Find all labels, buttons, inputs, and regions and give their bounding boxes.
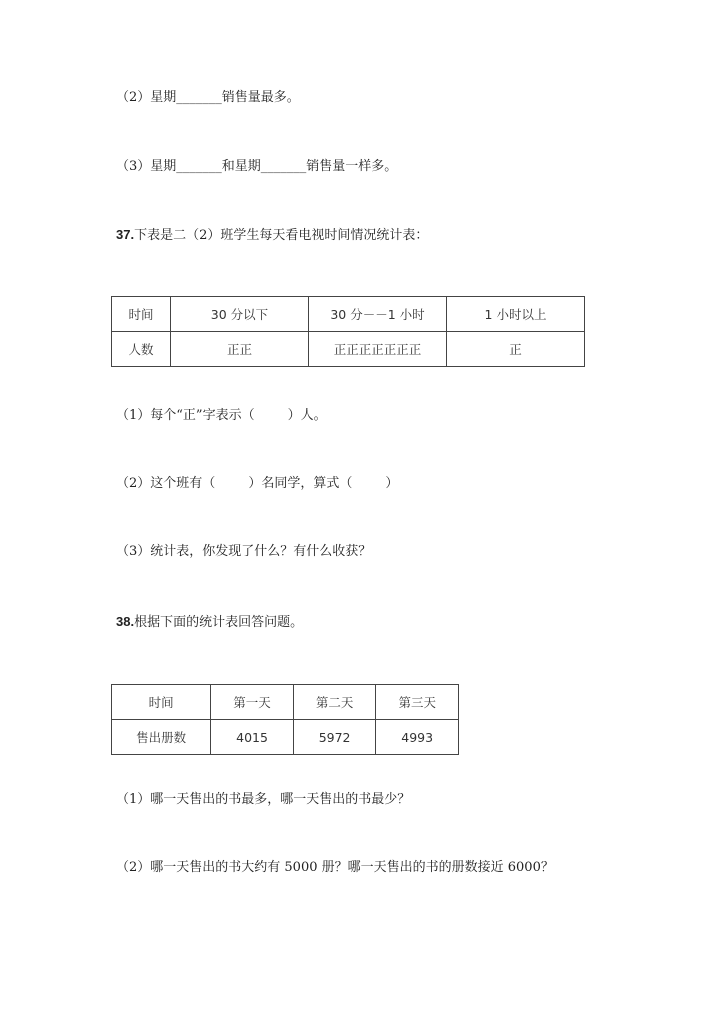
table-cell: 4993	[376, 720, 459, 755]
q38-title: 根据下面的统计表回答问题。	[134, 615, 304, 630]
table-cell: 第一天	[211, 685, 294, 720]
table-row	[112, 720, 459, 755]
table-cell: 4015	[211, 720, 294, 755]
q38-heading	[116, 613, 303, 632]
q37-title: 下表是二（2）班学生每天看电视时间情况统计表：	[134, 228, 429, 243]
table-cell: 人数	[112, 332, 171, 367]
table-cell: 正正	[171, 332, 309, 367]
q36-sub3: （3）星期_______和星期_______销售量一样多。	[116, 159, 398, 174]
table-cell: 30 分以下	[171, 297, 309, 332]
book-sales-table	[111, 684, 459, 755]
table-cell: 正正正正正正正	[309, 332, 447, 367]
table-cell: 售出册数	[112, 720, 211, 755]
tv-time-table	[111, 296, 585, 367]
table-row	[112, 332, 585, 367]
q37-heading	[116, 226, 428, 245]
table-cell: 第二天	[293, 685, 376, 720]
table-row	[112, 297, 585, 332]
q37-sub1: （1）每个“正”字表示（ ）人。	[116, 408, 327, 423]
table-cell: 5972	[293, 720, 376, 755]
q38-number: 38.	[116, 614, 135, 629]
q37-number: 37.	[116, 227, 135, 242]
table-row	[112, 685, 459, 720]
q37-sub2: （2）这个班有（ ）名同学，算式（ ）	[116, 476, 399, 491]
q37-sub3: （3）统计表，你发现了什么？有什么收获？	[116, 544, 372, 559]
table-cell: 时间	[112, 685, 211, 720]
q38-sub2: （2）哪一天售出的书大约有 5000 册？哪一天售出的书的册数接近 6000？	[116, 860, 554, 875]
q36-sub2: （2）星期_______销售量最多。	[116, 90, 300, 105]
table-cell: 30 分－－1 小时	[309, 297, 447, 332]
table-cell: 1 小时以上	[447, 297, 585, 332]
q38-sub1: （1）哪一天售出的书最多，哪一天售出的书最少？	[116, 792, 411, 807]
table-cell: 时间	[112, 297, 171, 332]
table-cell: 第三天	[376, 685, 459, 720]
table-cell: 正	[447, 332, 585, 367]
